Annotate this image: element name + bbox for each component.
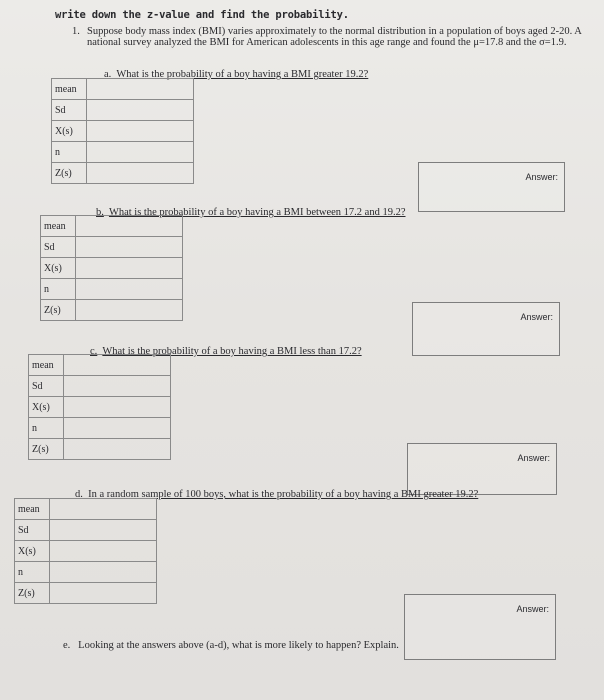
row-label: n bbox=[41, 279, 76, 300]
part-b-table bbox=[40, 215, 183, 321]
row-label: Sd bbox=[15, 520, 50, 541]
part-d-text: In a random sample of 100 boys, what is the probability of a boy having a BMI greater 19.2? bbox=[88, 489, 479, 500]
row-label: n bbox=[15, 562, 50, 583]
question-1-number: 1. bbox=[72, 26, 80, 37]
row-label: Z(s) bbox=[15, 583, 50, 604]
mean-value-cell[interactable] bbox=[64, 355, 171, 376]
x-value-cell[interactable] bbox=[64, 397, 171, 418]
worksheet-heading: write down the z-value and find the probability. bbox=[55, 9, 349, 21]
part-a-answer-box[interactable] bbox=[418, 162, 565, 212]
part-d-label: d. bbox=[75, 489, 83, 500]
part-c-text: What is the probability of a boy having a BMI less than 17.2? bbox=[102, 346, 362, 357]
row-label: n bbox=[52, 142, 87, 163]
part-c-table bbox=[28, 354, 171, 460]
row-label: Sd bbox=[41, 237, 76, 258]
row-label: Sd bbox=[52, 100, 87, 121]
answer-label: Answer: bbox=[525, 172, 558, 182]
part-b-answer-box[interactable] bbox=[412, 302, 560, 356]
mean-value-cell[interactable] bbox=[50, 499, 157, 520]
part-c-label: c. bbox=[90, 346, 98, 357]
answer-label: Answer: bbox=[516, 604, 549, 614]
row-label: mean bbox=[41, 216, 76, 237]
z-value-cell[interactable] bbox=[50, 583, 157, 604]
n-value-cell[interactable] bbox=[50, 562, 157, 583]
row-label: X(s) bbox=[15, 541, 50, 562]
question-1-text: Suppose body mass index (BMI) varies approximately to the normal distribution in a population of boys aged 2-20. A national survey analyzed the BMI for American adolescents in this age range and found the μ=17.8 and the σ=1.9. bbox=[87, 26, 582, 48]
row-label: mean bbox=[52, 79, 87, 100]
n-value-cell[interactable] bbox=[64, 418, 171, 439]
part-d-table bbox=[14, 498, 157, 604]
row-label: Z(s) bbox=[41, 300, 76, 321]
mean-value-cell[interactable] bbox=[76, 216, 183, 237]
row-label: X(s) bbox=[41, 258, 76, 279]
part-b-text: What is the probability of a boy having a BMI between 17.2 and 19.2? bbox=[108, 207, 406, 218]
part-e-question bbox=[63, 640, 399, 651]
part-a-table bbox=[51, 78, 194, 184]
part-b-label: b. bbox=[96, 207, 104, 218]
part-a-text: What is the probability of a boy having a BMI greater 19.2? bbox=[116, 69, 369, 80]
part-c-answer-box[interactable] bbox=[407, 443, 557, 495]
row-label: n bbox=[29, 418, 64, 439]
sd-value-cell[interactable] bbox=[76, 237, 183, 258]
row-label: mean bbox=[15, 499, 50, 520]
n-value-cell[interactable] bbox=[87, 142, 194, 163]
x-value-cell[interactable] bbox=[76, 258, 183, 279]
answer-label: Answer: bbox=[520, 312, 553, 322]
answer-label: Answer: bbox=[517, 453, 550, 463]
row-label: X(s) bbox=[29, 397, 64, 418]
z-value-cell[interactable] bbox=[76, 300, 183, 321]
row-label: Z(s) bbox=[52, 163, 87, 184]
row-label: Sd bbox=[29, 376, 64, 397]
mean-value-cell[interactable] bbox=[87, 79, 194, 100]
question-1 bbox=[72, 26, 592, 48]
sd-value-cell[interactable] bbox=[87, 100, 194, 121]
x-value-cell[interactable] bbox=[50, 541, 157, 562]
part-d-answer-box[interactable] bbox=[404, 594, 556, 660]
part-a-label: a. bbox=[104, 69, 112, 80]
sd-value-cell[interactable] bbox=[64, 376, 171, 397]
row-label: X(s) bbox=[52, 121, 87, 142]
n-value-cell[interactable] bbox=[76, 279, 183, 300]
sd-value-cell[interactable] bbox=[50, 520, 157, 541]
z-value-cell[interactable] bbox=[87, 163, 194, 184]
row-label: mean bbox=[29, 355, 64, 376]
z-value-cell[interactable] bbox=[64, 439, 171, 460]
x-value-cell[interactable] bbox=[87, 121, 194, 142]
part-e-text: Looking at the answers above (a-d), what is more likely to happen? Explain. bbox=[78, 640, 399, 651]
row-label: Z(s) bbox=[29, 439, 64, 460]
part-e-label: e. bbox=[63, 640, 71, 651]
